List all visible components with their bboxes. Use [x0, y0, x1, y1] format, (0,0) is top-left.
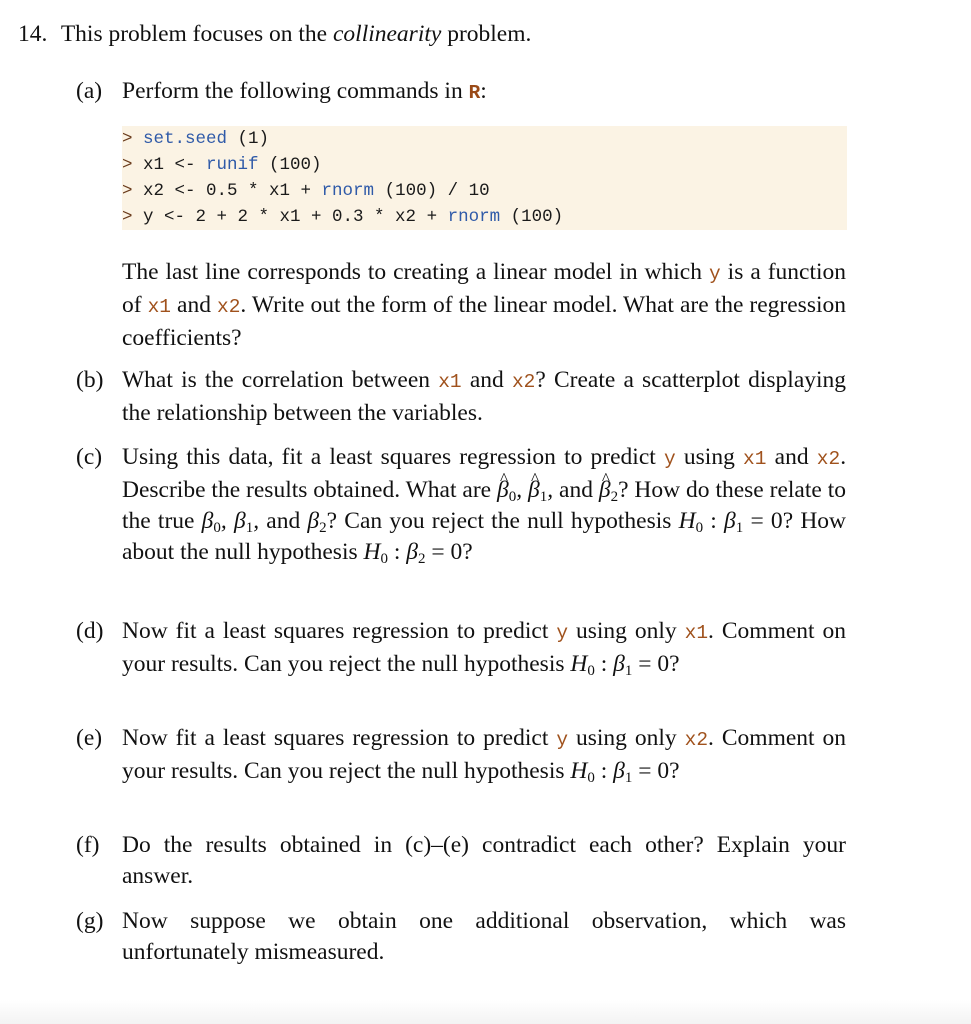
- part-text: Now suppose we obtain one additional observation, which was unfortunately mismeasured.: [122, 908, 846, 965]
- code-block: [122, 126, 847, 230]
- part-text: Now fit a least squares regression to predict y using only x1. Comment on your results. Can you reject the null hypothesis $H_0$ : $\beta_1 = 0$?: [122, 618, 847, 679]
- part-text: Perform the following commands in R:: [122, 78, 487, 104]
- part-label: (e): [76, 725, 103, 751]
- problem-intro-end: problem.: [447, 21, 532, 47]
- part-label: (a): [76, 78, 103, 104]
- problem-emphasis: collinearity: [332, 21, 442, 47]
- part-text: Do the results obtained in (c)–(e) contradict each other? Explain your answer.: [122, 832, 846, 889]
- part-label: (b): [76, 367, 104, 393]
- code-line: > x2 <- 0.5 * x1 + rnorm (100) / 10: [122, 181, 490, 201]
- page-bottom-edge: [0, 1000, 971, 1024]
- r-language-label: R: [468, 82, 481, 104]
- part-label: (g): [76, 908, 104, 934]
- code-line: > set.seed (1): [122, 129, 270, 149]
- code-line: > x1 <- runif (100): [122, 155, 322, 175]
- part-label: (d): [76, 618, 104, 644]
- part-label: (f): [76, 832, 100, 858]
- code-line: > y <- 2 + 2 * x1 + 0.3 * x2 + rnorm (100): [122, 207, 564, 227]
- part-text: Using this data, fit a least squares regression to predict y using x1 and x2. Describe the results obtained. What are ^ $\beta_0$, ^ $\beta_1$, and ^ $\beta_2$? How do these relate to the true $\beta_0$, $\beta_1$, and $\beta_2$? Can you reject the null hypothesis $H_0$ : $\beta_1 = 0$? How about the null hypothesis $H_0$ : $\beta_2 = 0$?: [122, 442, 846, 568]
- problem-number: 14.: [18, 21, 48, 47]
- part-label: (c): [76, 444, 103, 470]
- part-text: Now fit a least squares regression to predict y using only x2. Comment on your results. Can you reject the null hypothesis $H_0$ : $\beta_1 = 0$?: [122, 725, 847, 786]
- problem-intro: This problem focuses on the: [60, 21, 328, 47]
- part-text: What is the correlation between x1 and x2? Create a scatterplot displaying the relationship between the variables.: [122, 367, 847, 426]
- part-text: The last line corresponds to creating a linear model in which y is a function of x1 and x2. Write out the form of the linear model. What are the regression coefficients?: [122, 259, 847, 351]
- problem-heading: [18, 18, 531, 50]
